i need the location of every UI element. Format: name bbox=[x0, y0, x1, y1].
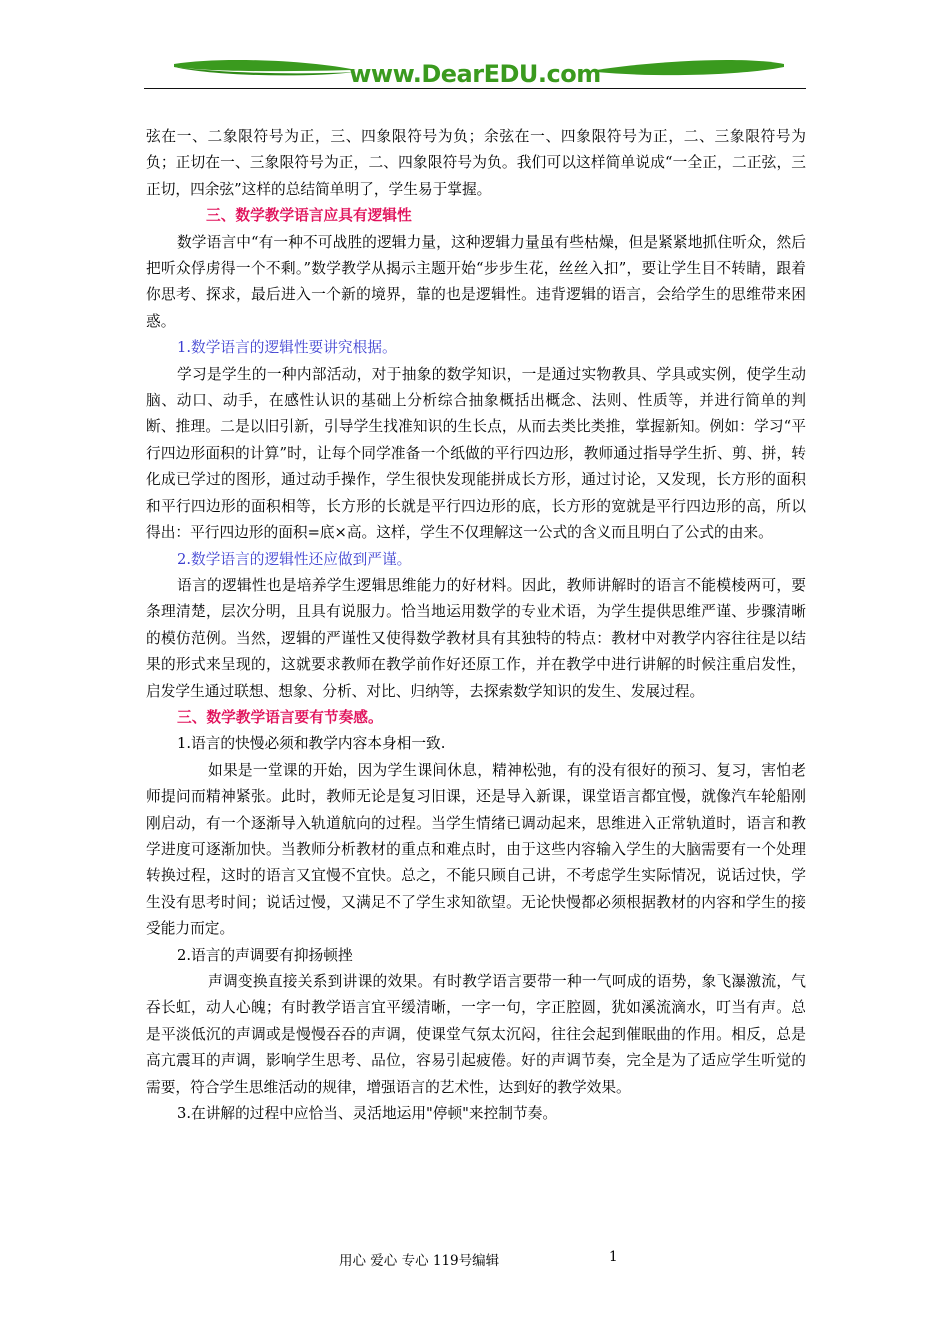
paragraph-logic-intro: 数学语言中“有一种不可战胜的逻辑力量，这种逻辑力量虽有些枯燥，但是紧紧地抓住听众，然后把听众俘虏得一个不剩。”数学教学从揭示主题开始“步步生花，丝丝入扣”，要让学生目不转睛，跟着你思考、探求，最后进入一个新的境界，靠的也是逻辑性。违背逻辑的语言，会给学生的思维带来困惑。 bbox=[146, 233, 806, 330]
section-heading-rhythm: 三、数学教学语言要有节奏感。 bbox=[177, 708, 383, 726]
subheading-logic-basis: 1.数学语言的逻辑性要讲究根据。 bbox=[177, 339, 397, 357]
paragraph-tone: 声调变换直接关系到讲课的效果。有时教学语言要带一种一气呵成的语势，象飞瀑激流，气吞长虹，动人心魄；有时教学语言宜平缓清晰，一字一句，字正腔圆，犹如溪流滴水，叮当有声。总是平淡低沉的声调或是慢慢吞吞的声调，使课堂气氛太沉闷，往往会起到催眠曲的作用。相反，总是高亢震耳的声调，影响学生思考、品位，容易引起疲倦。好的声调节奏，完全是为了适应学生听觉的需要，符合学生思维活动的规律，增强语言的艺术性，达到好的教学效果。 bbox=[146, 973, 806, 1096]
header-rule bbox=[144, 88, 806, 89]
subheading-pause: 3.在讲解的过程中应恰当、灵活地运用"停顿"来控制节奏。 bbox=[177, 1105, 558, 1123]
site-url: www.DearEDU.com bbox=[349, 60, 601, 88]
page-header bbox=[144, 58, 806, 92]
section-heading-logic: 三、数学教学语言应具有逻辑性 bbox=[206, 207, 412, 225]
paragraph-logic-rigor: 语言的逻辑性也是培养学生逻辑思维能力的好材料。因此，教师讲解时的语言不能模棱两可，要条理清楚，层次分明，且具有说服力。恰当地运用数学的专业术语，为学生提供思维严谨、步骤清晰的模仿范例。当然，逻辑的严谨性又使得数学教材具有其独特的特点：教材中对教学内容往往是以结果的形式来呈现的，这就要求教师在教学前作好还原工作，并在教学中进行讲解的时候注重启发性，启发学生通过联想、想象、分析、对比、归纳等，去探索数学知识的发生、发展过程。 bbox=[146, 576, 806, 700]
paragraph-logic-basis: 学习是学生的一种内部活动，对于抽象的数学知识，一是通过实物教具、学具或实例，使学生动脑、动口、动手，在感性认识的基础上分析综合抽象概括出概念、法则、性质等，并进行简单的判断、推理。二是以旧引新，引导学生找准知识的生长点，从而去类比类推，掌握新知。例如：学习“平行四边形面积的计算”时，让每个同学准备一个纸做的平行四边形，教师通过指导学生折、剪、拼，转化成已学过的图形，通过动手操作，学生很快发现能拼成长方形，通过讨论，又发现，长方形的面积和平行四边形的面积相等，长方形的长就是平行四边形的底，长方形的宽就是平行四边形的高，所以得出：平行四边形的面积=底×高。这样，学生不仅理解这一公式的含义而且明白了公式的由来。 bbox=[146, 365, 806, 542]
document-body bbox=[146, 124, 806, 1127]
subheading-speed: 1.语言的快慢必须和教学内容本身相一致. bbox=[177, 735, 446, 753]
footer-note: 用心 爱心 专心 119号编辑 bbox=[339, 1253, 500, 1269]
paragraph-continuation: 弦在一、二象限符号为正，三、四象限符号为负；余弦在一、四象限符号为正，二、三象限符号为负；正切在一、三象限符号为正，二、四象限符号为负。我们可以这样简单说成“一全正，二正弦，三正切，四余弦”这样的总结简单明了，学生易于掌握。 bbox=[146, 128, 806, 198]
subheading-tone: 2.语言的声调要有抑扬顿挫 bbox=[177, 946, 353, 964]
subheading-logic-rigor: 2.数学语言的逻辑性还应做到严谨。 bbox=[177, 550, 412, 568]
paragraph-speed: 如果是一堂课的开始，因为学生课间休息，精神松弛，有的没有很好的预习、复习，害怕老师提问而精神紧张。此时，教师无论是复习旧课，还是导入新课，课堂语言都宜慢，就像汽车轮船刚刚启动，有一个逐渐导入轨道航向的过程。当学生情绪已调动起来，思维进入正常轨道时，语言和教学进度可逐渐加快。当教师分析教材的重点和难点时，由于这些内容输入学生的大脑需要有一个处理转换过程，这时的语言又宜慢不宜快。总之，不能只顾自己讲，不考虑学生实际情况，说话过快，学生没有思考时间；说话过慢，又满足不了学生求知欲望。无论快慢都必须根据教材的内容和学生的接受能力而定。 bbox=[146, 761, 806, 938]
page-number: 1 bbox=[609, 1249, 618, 1265]
